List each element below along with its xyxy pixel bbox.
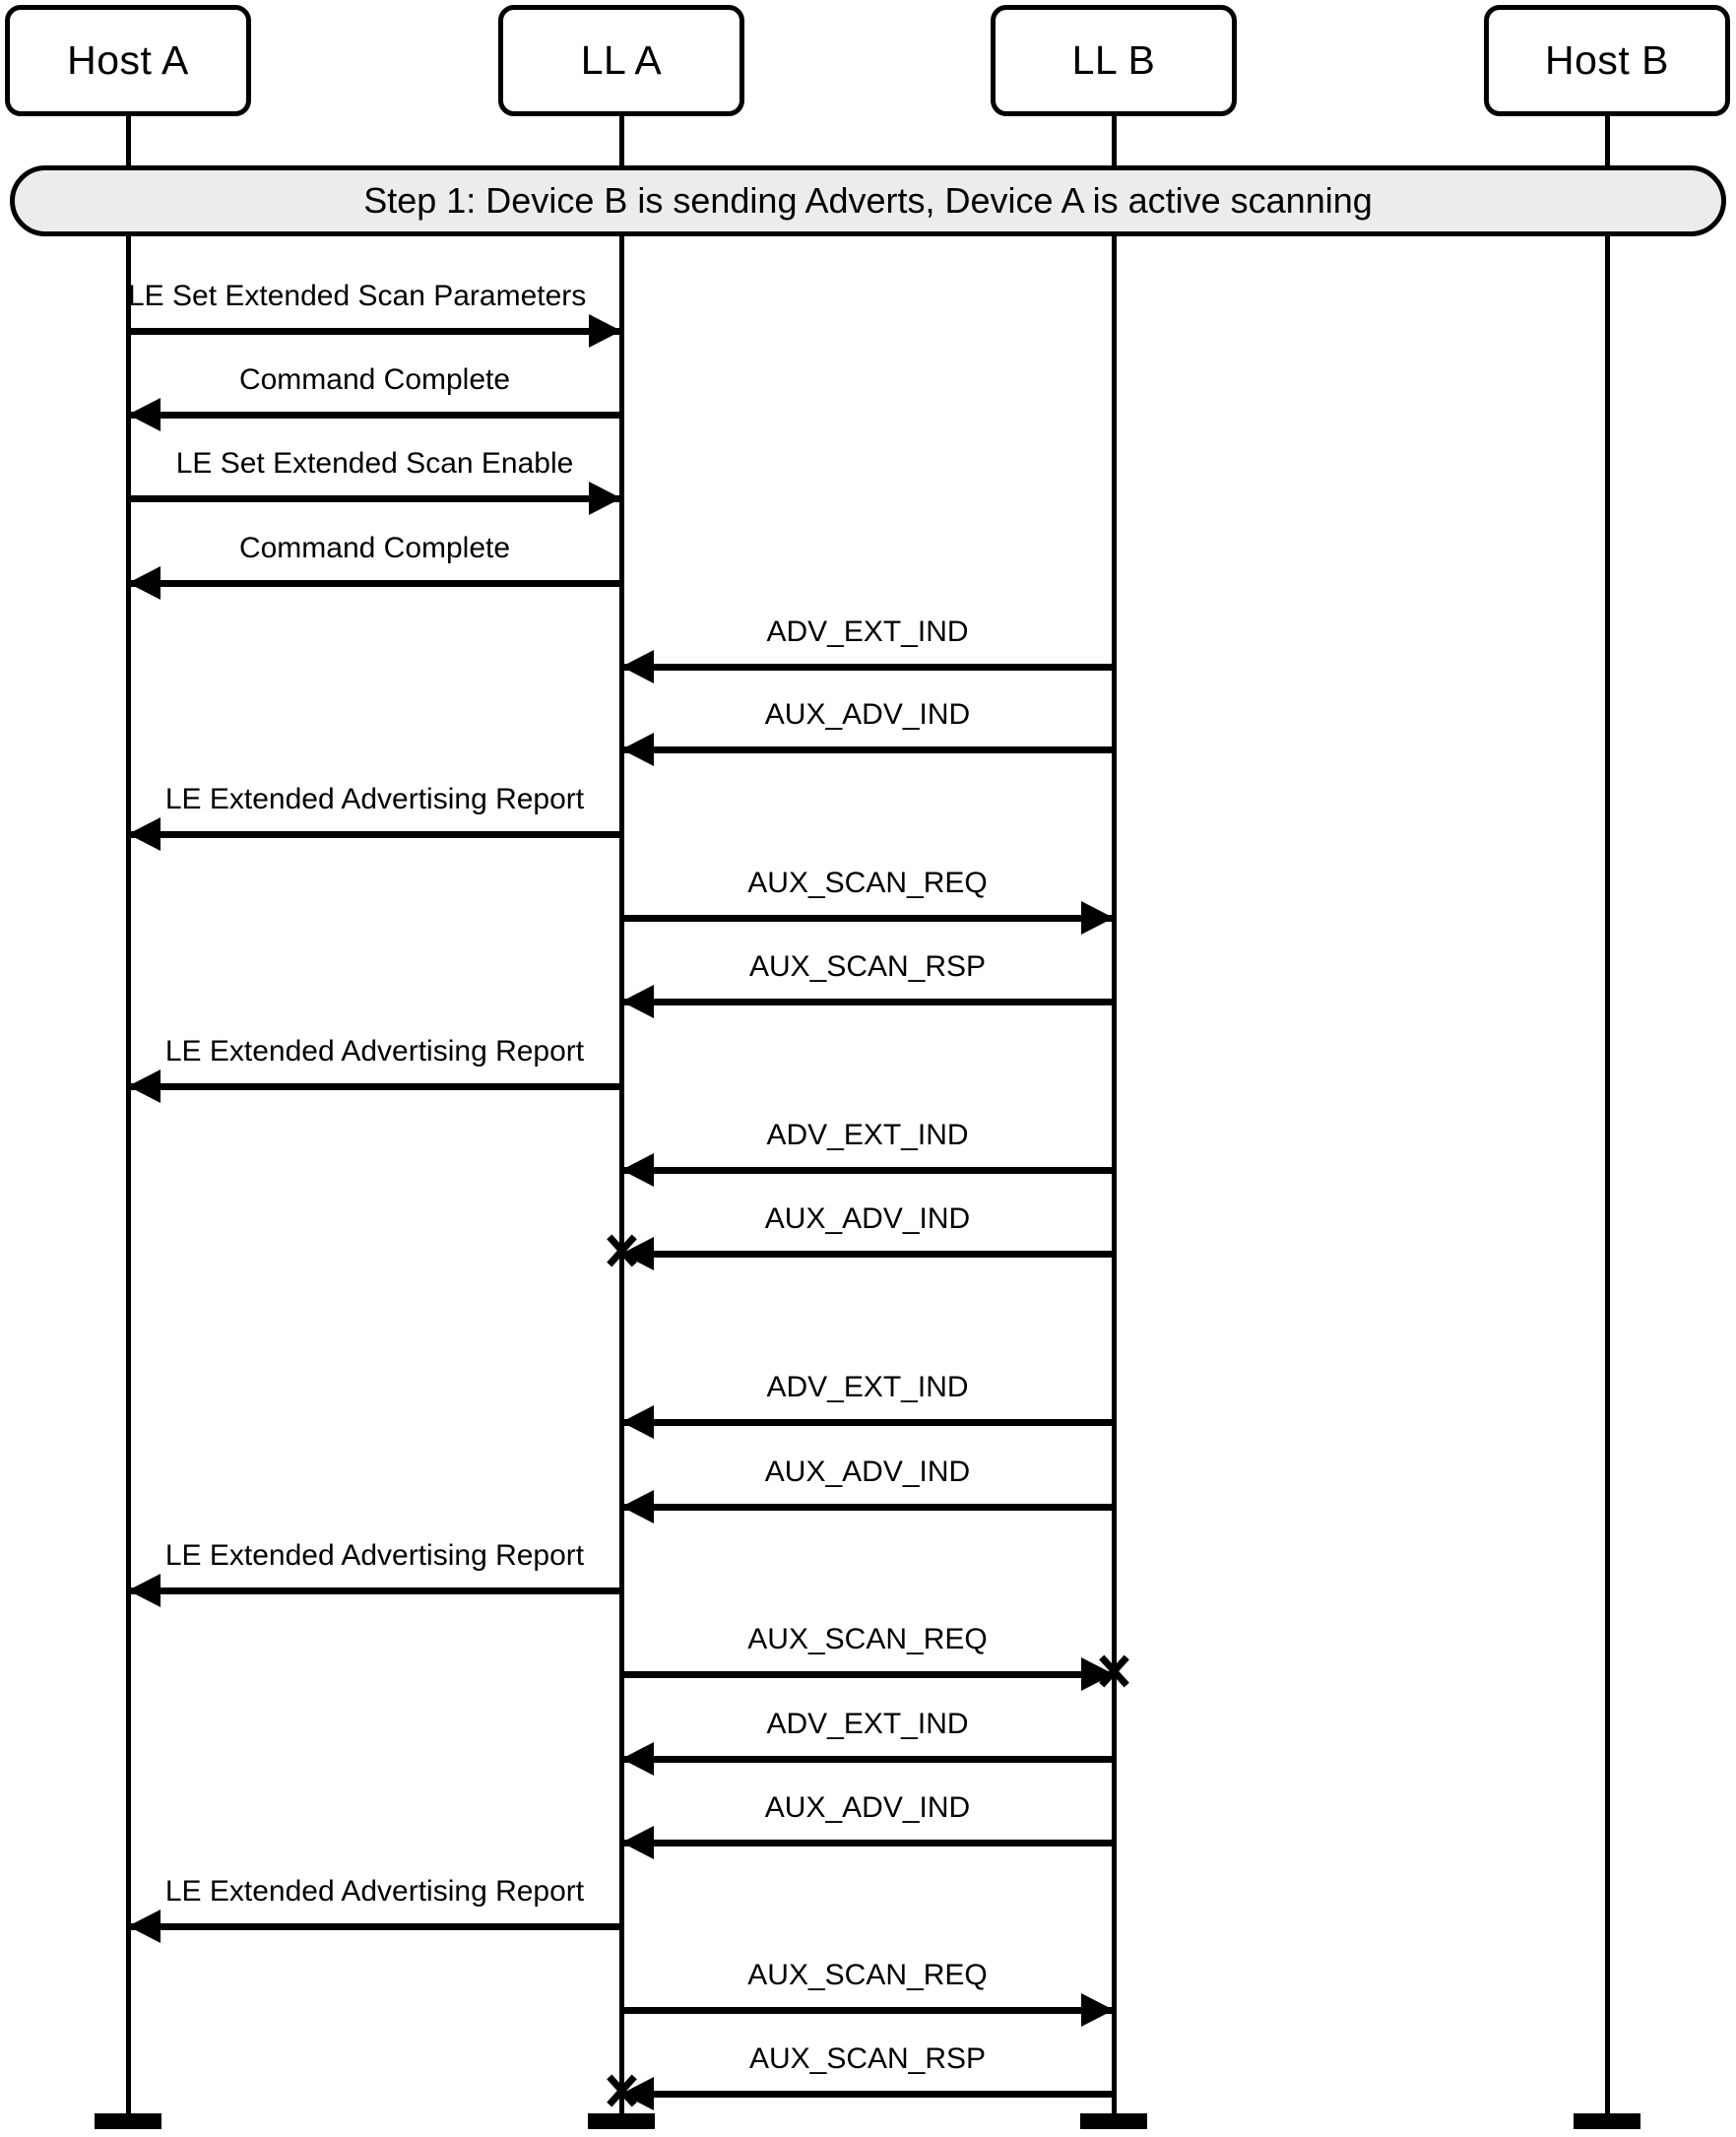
message-line <box>621 664 1114 671</box>
message-line <box>128 495 621 502</box>
message-line <box>621 999 1114 1005</box>
participant-box-host-a <box>5 5 251 116</box>
message-label: AUX_ADV_IND <box>764 1456 971 1488</box>
message-label: ADV_EXT_IND <box>766 1371 969 1403</box>
arrowhead-right-icon <box>1081 901 1114 935</box>
message-line <box>128 1923 621 1930</box>
message-failure-x-icon <box>603 1232 640 1269</box>
arrowhead-left-icon <box>621 650 654 683</box>
arrowhead-left-icon <box>128 1910 161 1943</box>
message-line <box>128 1083 621 1090</box>
arrowhead-left-icon <box>128 398 161 431</box>
arrowhead-left-icon <box>128 566 161 600</box>
message-label: AUX_SCAN_REQ <box>747 867 988 899</box>
message-line <box>621 1504 1114 1511</box>
arrowhead-left-icon <box>621 1490 654 1523</box>
message-label: LE Set Extended Scan Enable <box>175 447 574 480</box>
lifeline-foot-ll-a <box>588 2113 655 2129</box>
arrowhead-left-icon <box>621 1153 654 1187</box>
arrowhead-left-icon <box>128 817 161 851</box>
lifeline-foot-ll-b <box>1080 2113 1147 2129</box>
message-line <box>621 2091 1114 2098</box>
message-label: AUX_ADV_IND <box>764 698 971 731</box>
message-line <box>128 412 621 419</box>
participant-label-host-a: Host A <box>67 37 189 83</box>
participant-box-ll-b <box>991 5 1237 116</box>
lifeline-foot-host-b <box>1574 2113 1640 2129</box>
arrowhead-left-icon <box>621 1405 654 1439</box>
message-label: LE Extended Advertising Report <box>164 1875 585 1908</box>
arrowhead-left-icon <box>128 1069 161 1103</box>
message-line <box>128 1587 621 1594</box>
participant-label-ll-a: LL A <box>580 37 663 83</box>
message-line <box>621 1251 1114 1258</box>
message-label: Command Complete <box>238 532 511 564</box>
message-label: LE Set Extended Scan Parameters <box>128 280 587 312</box>
message-line <box>621 746 1114 753</box>
message-label: AUX_SCAN_REQ <box>747 1959 988 1991</box>
message-line <box>128 831 621 838</box>
message-failure-x-icon <box>603 2072 640 2109</box>
message-line <box>621 2007 1114 2014</box>
arrowhead-right-icon <box>589 314 621 348</box>
lifeline-ll-b <box>1112 116 1117 2113</box>
participant-label-ll-b: LL B <box>1071 37 1156 83</box>
message-label: AUX_SCAN_RSP <box>748 950 987 983</box>
message-line <box>128 580 621 587</box>
lifeline-host-b <box>1605 116 1610 2113</box>
message-label: Command Complete <box>238 363 511 396</box>
arrowhead-right-icon <box>1081 1993 1114 2027</box>
message-label: AUX_SCAN_RSP <box>748 2042 987 2075</box>
participant-box-ll-a <box>498 5 744 116</box>
arrowhead-left-icon <box>621 985 654 1018</box>
message-failure-x-icon <box>1095 1652 1132 1690</box>
message-line <box>621 1167 1114 1174</box>
message-line <box>621 1419 1114 1426</box>
step-banner-label: Step 1: Device B is sending Adverts, Device A is active scanning <box>363 180 1373 221</box>
arrowhead-left-icon <box>621 733 654 766</box>
message-line <box>128 328 621 335</box>
message-label: LE Extended Advertising Report <box>164 783 585 815</box>
arrowhead-left-icon <box>621 1826 654 1859</box>
message-line <box>621 915 1114 922</box>
arrowhead-left-icon <box>621 1742 654 1776</box>
message-label: ADV_EXT_IND <box>766 1119 969 1151</box>
lifeline-foot-host-a <box>95 2113 161 2129</box>
arrowhead-right-icon <box>589 482 621 515</box>
message-label: AUX_ADV_IND <box>764 1791 971 1824</box>
message-line <box>621 1671 1114 1678</box>
participant-box-host-b <box>1484 5 1730 116</box>
message-label: ADV_EXT_IND <box>766 615 969 648</box>
message-label: AUX_SCAN_REQ <box>747 1623 988 1655</box>
message-line <box>621 1840 1114 1846</box>
message-label: LE Extended Advertising Report <box>164 1035 585 1068</box>
message-line <box>621 1756 1114 1763</box>
message-label: LE Extended Advertising Report <box>164 1539 585 1572</box>
step-banner <box>10 165 1726 236</box>
participant-label-host-b: Host B <box>1544 37 1670 83</box>
message-label: ADV_EXT_IND <box>766 1708 969 1740</box>
arrowhead-left-icon <box>128 1574 161 1607</box>
message-label: AUX_ADV_IND <box>764 1202 971 1235</box>
